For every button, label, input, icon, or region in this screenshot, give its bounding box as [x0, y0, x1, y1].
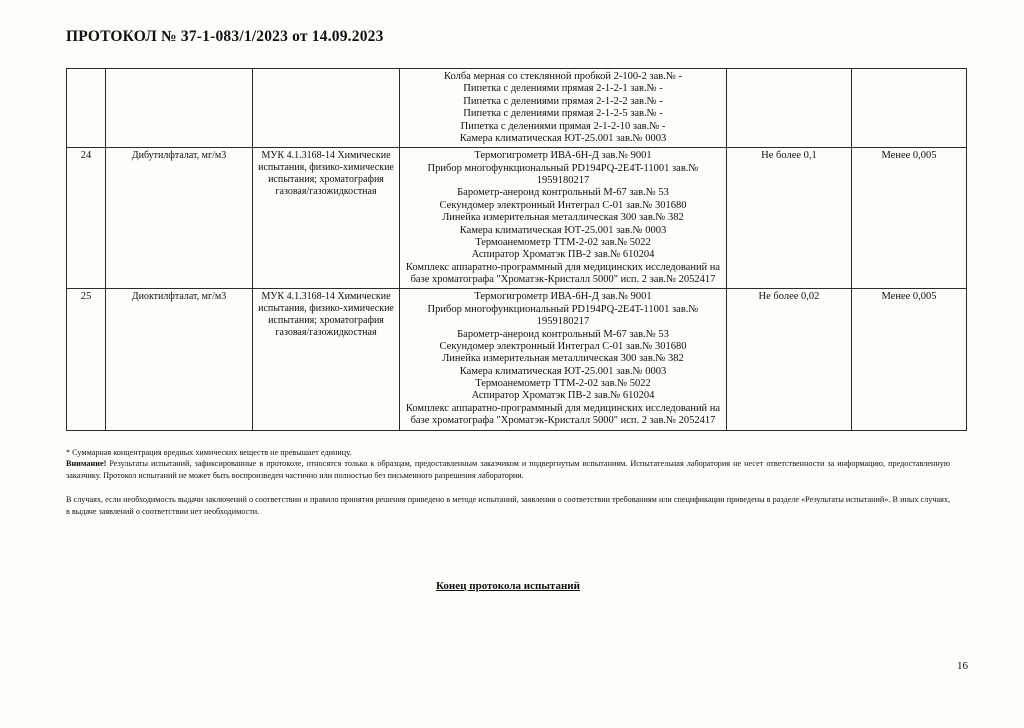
notes-block [66, 447, 950, 518]
equipment-line: Аспиратор Хроматэк ПВ-2 зав.№ 610204 [471, 390, 655, 402]
cell-name: Диоктилфталат, мг/м3 [106, 289, 253, 430]
cell-equipment [400, 289, 727, 430]
equipment-line: Камера климатическая ЮТ-25.001 зав.№ 0003 [459, 365, 667, 377]
attention-label: Внимание! [66, 459, 107, 469]
footnote-text: * Суммарная концентрация вредных химических веществ не превышает единицу. [66, 447, 352, 457]
equipment-line: Линейка измерительная металлическая 300 зав.№ 382 [442, 353, 684, 365]
equipment-line: Термоанемометр ТТМ-2-02 зав.№ 5022 [475, 236, 651, 248]
page-number: 16 [957, 660, 968, 672]
conformity-paragraph: В случаях, если необходимость выдачи заключений о соответствии и правило принятия решения приведено в методе испытаний, заявления о соответствии требованиям или спецификации приведены в разделе «Результаты испытаний». В иных случаях, в выдаче заявлений о соответствии нет необходимости. [66, 495, 950, 517]
equipment-line: Пипетка с делениями прямая 2-1-2-10 зав.№ - [460, 120, 666, 132]
cell-method: МУК 4.1.3168-14 Химические испытания, физико-химические испытания; хроматография газовая/газожидкостная [253, 148, 400, 289]
equipment-line: Камера климатическая ЮТ-25.001 зав.№ 0003 [459, 224, 667, 236]
cell-number: 24 [67, 148, 106, 289]
cell-equipment [400, 69, 727, 148]
table-row [67, 148, 967, 289]
cell-result [852, 69, 967, 148]
equipment-line: Прибор многофункциональный PD194PQ-2E4T-11001 зав.№ 1959180217 [427, 303, 699, 328]
cell-norm [727, 69, 852, 148]
table-row [67, 69, 967, 148]
equipment-line: Пипетка с делениями прямая 2-1-2-1 зав.№ - [463, 83, 663, 95]
cell-method: МУК 4.1.3168-14 Химические испытания, физико-химические испытания; хроматография газовая/газожидкостная [253, 289, 400, 430]
cell-name: Дибутилфталат, мг/м3 [106, 148, 253, 289]
attention-paragraph [66, 458, 950, 482]
equipment-line: Комплекс аппаратно-программный для медицинских исследований на базе хроматографа "Хроматэк-Кристалл 5000" исп. 2 зав.№ 2052417 [405, 261, 721, 285]
equipment-line: Пипетка с делениями прямая 2-1-2-2 зав.№ - [463, 95, 663, 107]
equipment-line: Термоанемометр ТТМ-2-02 зав.№ 5022 [475, 378, 651, 389]
cell-equipment [400, 148, 727, 289]
cell-name [106, 69, 253, 148]
cell-norm: Не более 0,02 [727, 289, 852, 430]
page-content [66, 28, 954, 592]
cell-result: Менее 0,005 [852, 148, 967, 289]
equipment-line: Пипетка с делениями прямая 2-1-2-5 зав.№ - [463, 108, 663, 120]
attention-text: Результаты испытаний, зафиксированные в протоколе, относятся только к образцам, предоставленным заказчиком и подвергнутым испытаниям. Испытательная лаборатория не несет ответственности за информацию, предоставленную заказчику. Протокол испытаний не может быть воспроизведен частично или полностью без письменного разрешения лаборатории. [66, 459, 950, 481]
equipment-line: Барометр-анероид контрольный М-67 зав.№ 53 [457, 328, 669, 340]
end-of-protocol: Конец протокола испытаний [436, 579, 580, 592]
cell-number [67, 69, 106, 148]
table-row [67, 289, 967, 430]
equipment-line: Термогигрометр ИВА-6Н-Д зав.№ 9001 [474, 291, 652, 303]
equipment-line: Барометр-анероид контрольный М-67 зав.№ 53 [457, 187, 669, 199]
equipment-line: Секундомер электронный Интеграл С-01 зав.№ 301680 [439, 199, 687, 211]
page-title: ПРОТОКОЛ № 37-1-083/1/2023 от 14.09.2023 [66, 28, 384, 45]
cell-norm: Не более 0,1 [727, 148, 852, 289]
equipment-line: Камера климатическая ЮТ-25.001 зав.№ 0003 [459, 132, 667, 144]
test-results-table [66, 68, 967, 431]
equipment-line: Колба мерная со стеклянной пробкой 2-100-2 зав.№ - [443, 71, 683, 82]
equipment-line: Секундомер электронный Интеграл С-01 зав.№ 301680 [439, 340, 687, 352]
cell-number: 25 [67, 289, 106, 430]
equipment-line: Термогигрометр ИВА-6Н-Д зав.№ 9001 [474, 150, 652, 162]
table-body [67, 69, 967, 431]
equipment-line: Аспиратор Хроматэк ПВ-2 зав.№ 610204 [471, 249, 655, 261]
spacer [66, 482, 950, 494]
equipment-line: Линейка измерительная металлическая 300 зав.№ 382 [442, 212, 684, 224]
cell-method [253, 69, 400, 148]
equipment-line: Комплекс аппаратно-программный для медицинских исследований на базе хроматографа "Хроматэк-Кристалл 5000" исп. 2 зав.№ 2052417 [405, 402, 721, 427]
equipment-line: Прибор многофункциональный PD194PQ-2E4T-11001 зав.№ 1959180217 [427, 162, 699, 186]
cell-result: Менее 0,005 [852, 289, 967, 430]
